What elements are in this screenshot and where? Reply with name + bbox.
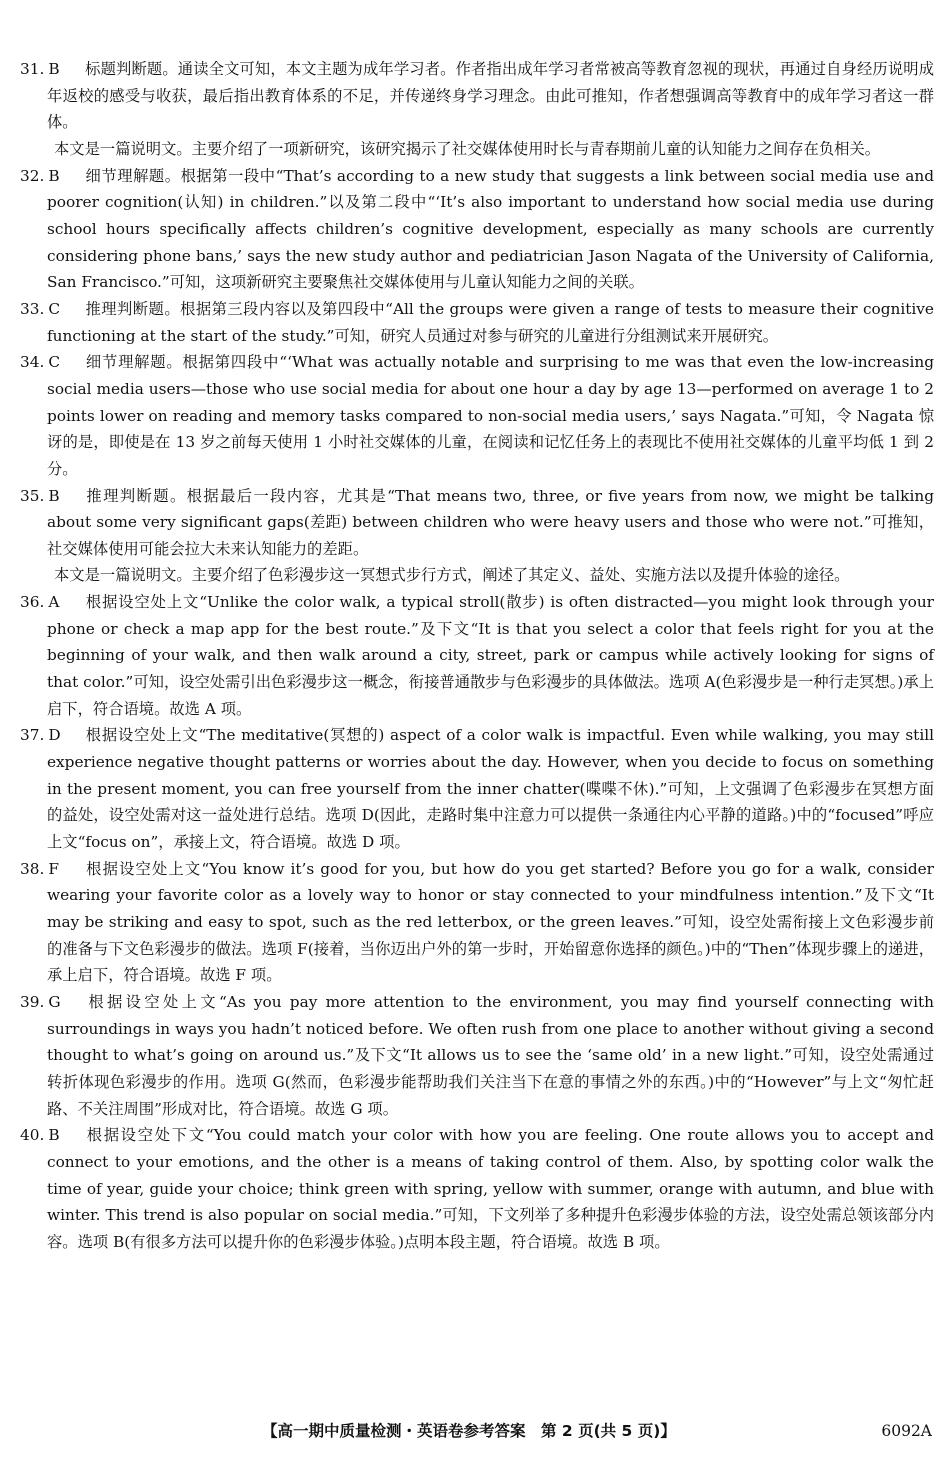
answer-key-content (20, 56, 934, 1256)
explanation-text: 根据设空处下文“You could match your color with how you are feeling. One route allows you to accept and connect to your emotions, and the other is a means of taking control of them. Also, by spotting color walk the time of year, guide your choice; think green with spring, yellow with summer, orange with autumn, and blue with winter. This trend is also popular on social media.”可知，下文列举了多种提升色彩漫步体验的方法，设空处需总领该部分内容。选项 B(有很多方法可以提升你的色彩漫步体验。)点明本段主题，符合语境。故选 B 项。 (47, 1126, 934, 1251)
answer-item-40 (20, 1122, 934, 1255)
passage-intro: 本文是一篇说明文。主要介绍了一项新研究，该研究揭示了社交媒体使用时长与青春期前儿童的认知能力之间存在负相关。 (54, 139, 881, 158)
passage-intro: 本文是一篇说明文。主要介绍了色彩漫步这一冥想式步行方式，阐述了其定义、益处、实施方法以及提升体验的途径。 (54, 566, 850, 585)
question-number: 39. G (20, 992, 61, 1011)
question-number: 33. C (20, 299, 61, 318)
answer-letter: B (48, 60, 60, 78)
answer-item-39 (20, 989, 934, 1122)
answer-letter: C (48, 299, 61, 318)
explanation-text: 细节理解题。根据第四段中“‘What was actually notable and surprising to me was that even the low-increasing social media users—those who use social media for about one hour a day by age 13—performed on average 1 to 2 points lower on reading and memory tasks compared to non-social media users,’ says Nagata.”可知，令 Nagata 惊讶的是，即使是在 13 岁之前每天使用 1 小时社交媒体的儿童，在阅读和记忆任务上的表现比不使用社交媒体的儿童平均低 1 到 2 分。 (47, 353, 934, 478)
answer-item-34 (20, 349, 934, 482)
page-footer (0, 1419, 950, 1443)
explanation-text: 根据设空处上文“As you pay more attention to the environment, you may find yourself connecting with surroundings in ways you hadn’t noticed before. We often rush from one place to another without giving a second thought to what’s going on around us.”及下文“It allows us to see the ‘same old’ in a new light.”可知，设空处需通过转折体现色彩漫步的作用。选项 G(然而，色彩漫步能帮助我们关注当下在意的事情之外的东西。)中的“However”与上文“匆忙赶路、不关注周围”形成对比，符合语境。故选 G 项。 (47, 992, 934, 1118)
answer-letter: B (48, 1126, 60, 1145)
explanation-text: 根据设空处上文“Unlike the color walk, a typical stroll(散步) is often distracted—you might look through your phone or check a map app for the best route.”及下文“It is that you select a color that feels right for you at the beginning of your walk, and then walk around a city, street, park or campus while actively looking for signs of that color.”可知，设空处需引出色彩漫步这一概念，衔接普通散步与色彩漫步的具体做法。选项 A(色彩漫步是一种行走冥想。)承上启下，符合语境。故选 A 项。 (47, 593, 934, 718)
explanation-text: 细节理解题。根据第一段中“That’s according to a new study that suggests a link between social media use and poorer cognition(认知) in children.”以及第二段中“‘It’s also important to understand how social media use during school hours specifically affects children’s cognitive development, especially as many schools are currently considering phone bans,’ says the new study author and pediatrician Jason Nagata of the University of California, San Francisco.”可知，这项新研究主要聚焦社交媒体使用与儿童认知能力之间的关联。 (47, 166, 934, 292)
answer-letter: B (48, 166, 60, 185)
question-number: 36. A (20, 593, 60, 612)
answer-letter: G (48, 992, 61, 1011)
question-number: 31. B (20, 60, 60, 78)
answer-item-32 (20, 163, 934, 296)
question-number: 34. C (20, 353, 61, 372)
explanation-text: 推理判断题。根据第三段内容以及第四段中“All the groups were given a range of tests to measure their cognitive functioning at the start of the study.”可知，研究人员通过对参与研究的儿童进行分组测试来开展研究。 (47, 299, 934, 345)
question-number: 40. B (20, 1126, 60, 1145)
answer-item-35 (20, 483, 934, 563)
question-number: 35. B (20, 486, 60, 505)
question-number: 32. B (20, 166, 60, 185)
answer-letter: A (48, 593, 60, 612)
answer-letter: B (48, 486, 60, 505)
explanation-text: 推理判断题。根据最后一段内容，尤其是“That means two, three, or five years from now, we might be talking about some very significant gaps(差距) between children who were heavy users and those who were not.”可推知，社交媒体使用可能会拉大未来认知能力的差距。 (47, 486, 934, 558)
question-number: 37. D (20, 726, 61, 745)
answer-item-37 (20, 722, 934, 855)
answer-item-31 (20, 56, 934, 136)
answer-letter: D (48, 726, 61, 745)
footer-code: 6092A (881, 1422, 932, 1440)
answer-item-38 (20, 856, 934, 989)
question-number: 38. F (20, 859, 59, 878)
footer-title: 【高一期中质量检测・英语卷参考答案 第 2 页(共 5 页)】 (262, 1422, 676, 1440)
explanation-text: 标题判断题。通读全文可知，本文主题为成年学习者。作者指出成年学习者常被高等教育忽视的现状，再通过自身经历说明成年返校的感受与收获，最后指出教育体系的不足，并传递终身学习理念。由此可推知，作者想强调高等教育中的成年学习者这一群体。 (47, 60, 934, 132)
explanation-text: 根据设空处上文“The meditative(冥想的) aspect of a color walk is impactful. Even while walking, you may still experience negative thought patterns or worries about the day. However, when you decide to focus on something in the present moment, you can free yourself from the inner chatter(喋喋不休).”可知，上文强调了色彩漫步在冥想方面的益处，设空处需对这一益处进行总结。选项 D(因此，走路时集中注意力可以提供一条通往内心平静的道路。)中的“focused”呼应上文“focus on”，承接上文，符合语境。故选 D 项。 (47, 726, 934, 852)
explanation-text: 根据设空处上文“You know it’s good for you, but how do you get started? Before you go for a walk, consider wearing your favorite color as a lovely way to honor or stay connected to your mindfulness intention.”及下文“It may be striking and easy to spot, such as the red letterbox, or the green leaves.”可知，设空处需衔接上文色彩漫步前的准备与下文色彩漫步的做法。选项 F(接着，当你迈出户外的第一步时，开始留意你选择的颜色。)中的“Then”体现步骤上的递进，承上启下，符合语境。故选 F 项。 (47, 859, 934, 985)
answer-item-36 (20, 589, 934, 722)
answer-letter: F (48, 859, 59, 878)
answer-letter: C (48, 353, 61, 372)
answer-item-33 (20, 296, 934, 349)
